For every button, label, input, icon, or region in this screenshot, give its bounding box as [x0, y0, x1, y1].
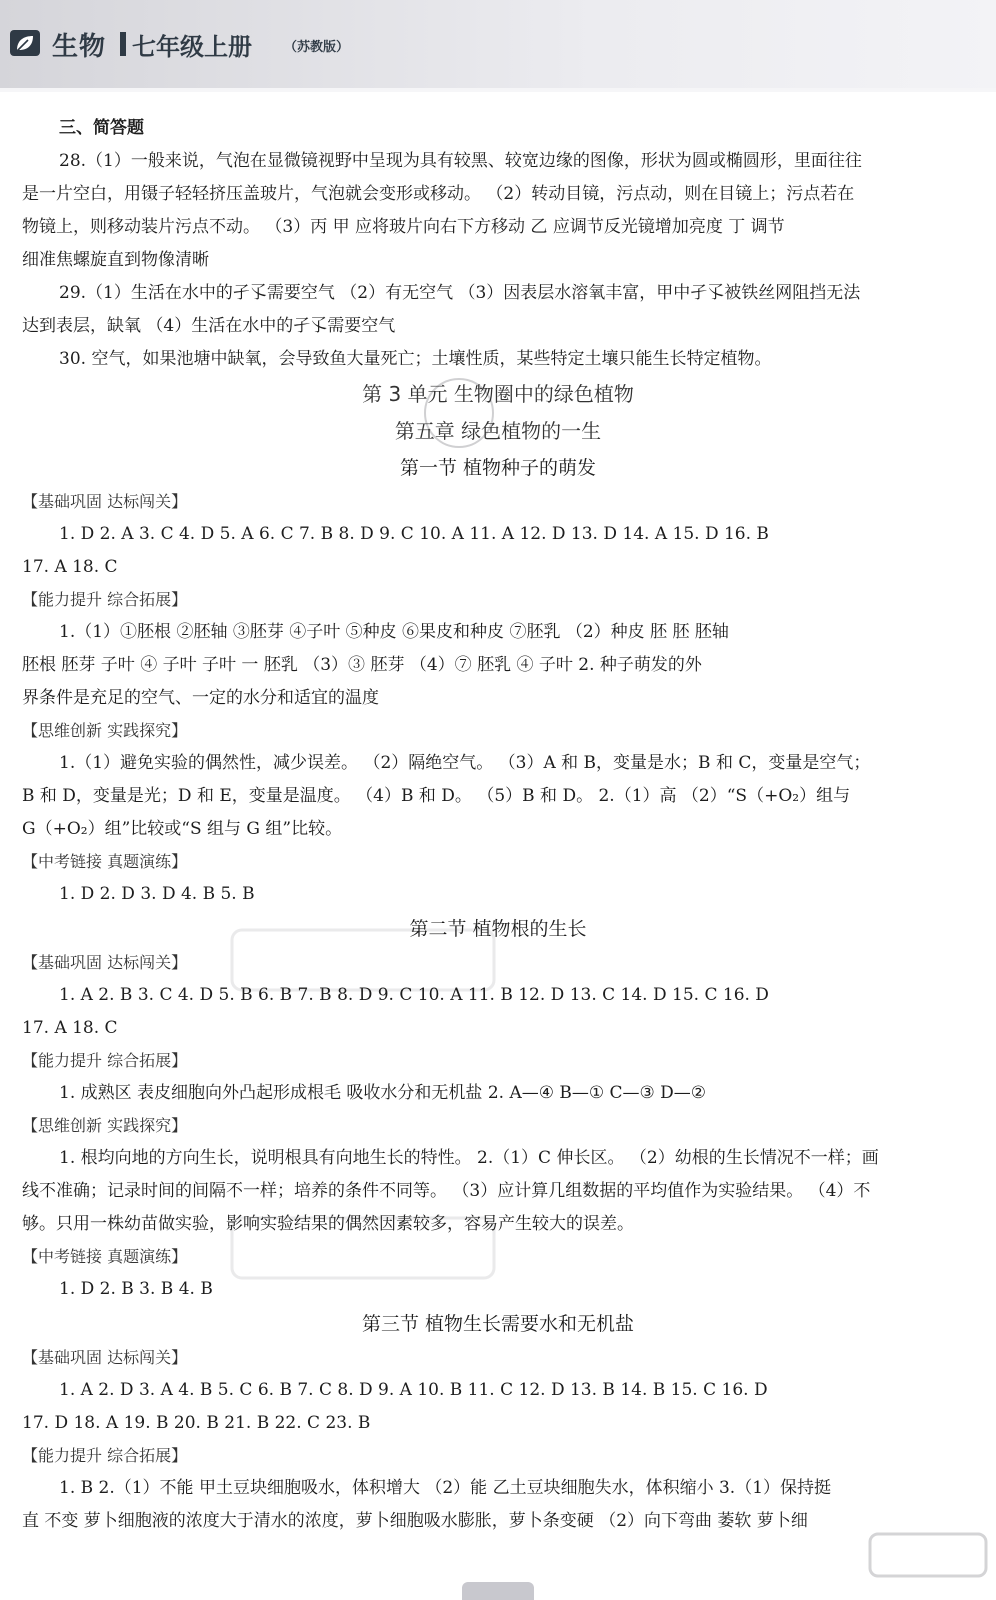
corner-watermark-logo: [868, 1530, 988, 1590]
exercise-label: 【基础巩固 达标闯关】: [22, 953, 188, 972]
exercise-label: 【能力提升 综合拓展】: [22, 1051, 188, 1070]
paragraph: 30. 空气，如果池塘中缺氧，会导致鱼大量死亡；土壤性质，某些特定土壤只能生长特定植物。: [59, 349, 772, 369]
paragraph: 1.（1）避免实验的偶然性，减少误差。 （2）隔绝空气。 （3）A 和 B，变量是水；B 和 C，变量是空气；: [59, 753, 871, 773]
paragraph: 1. D 2. D 3. D 4. B 5. B: [59, 884, 255, 904]
paragraph-continuation: 够。只用一株幼苗做实验，影响实验结果的偶然因素较多，容易产生较大的误差。: [22, 1214, 634, 1234]
paragraph-continuation: 界条件是充足的空气、一定的水分和适宜的温度: [22, 688, 379, 708]
exercise-label: 【能力提升 综合拓展】: [22, 590, 188, 609]
paragraph: 1. B 2.（1）不能 甲土豆块细胞吸水，体积增大 （2）能 乙土豆块细胞失水，体积缩小 3.（1）保持挺: [59, 1478, 832, 1498]
answer-row: 1. A 2. D 3. A 4. B 5. C 6. B 7. C 8. D 9. A 10. B 11. C 12. D 13. B 14. B 15. C 16. D: [59, 1380, 768, 1400]
leaf-logo-icon: [10, 30, 40, 56]
page-number-tab: [462, 1582, 534, 1600]
paragraph-continuation: 17. D 18. A 19. B 20. B 21. B 22. C 23. B: [22, 1413, 371, 1433]
grade-title: 七年级上册: [132, 32, 252, 61]
answer-content: [22, 112, 974, 1538]
paragraph-continuation: 达到表层，缺氧 （4）生活在水中的孑孓需要空气: [22, 316, 396, 336]
subject-title: 生物: [52, 32, 107, 62]
paragraph: 1. 成熟区 表皮细胞向外凸起形成根毛 吸收水分和无机盐 2. A—④ B—① C—③ D—②: [59, 1083, 707, 1103]
header-separator: [120, 32, 126, 56]
paragraph-continuation: 细准焦螺旋直到物像清晰: [22, 250, 209, 270]
paragraph-continuation: 物镜上，则移动装片污点不动。 （3）丙 甲 应将玻片向右下方移动 乙 应调节反光镜增加亮度 丁 调节: [22, 217, 785, 237]
exercise-label: 【基础巩固 达标闯关】: [22, 492, 188, 511]
paragraph-continuation: 17. A 18. C: [22, 557, 118, 577]
section-title: 第一节 植物种子的萌发: [399, 457, 597, 479]
section-title: 第三节 植物生长需要水和无机盐: [361, 1313, 635, 1335]
exercise-label: 【能力提升 综合拓展】: [22, 1446, 188, 1465]
paragraph-continuation: 17. A 18. C: [22, 1018, 118, 1038]
exercise-label: 【中考链接 真题演练】: [22, 852, 188, 871]
paragraph-continuation: 直 不变 萝卜细胞液的浓度大于清水的浓度，萝卜细胞吸水膨胀，萝卜条变硬 （2）向下弯曲 萎软 萝卜细: [22, 1511, 808, 1531]
edition-label: （苏教版）: [284, 40, 350, 55]
answer-row: 1. D 2. A 3. C 4. D 5. A 6. C 7. B 8. D 9. C 10. A 11. A 12. D 13. D 14. A 15. D 16. B: [59, 524, 769, 544]
paragraph-continuation: 是一片空白，用镊子轻轻挤压盖玻片，气泡就会变形或移动。 （2）转动目镜，污点动，则在目镜上；污点若在: [22, 184, 855, 204]
section-heading: 三、简答题: [59, 118, 144, 138]
chapter-title: 第 3 单元 生物圈中的绿色植物: [362, 382, 634, 406]
exercise-label: 【思维创新 实践探究】: [22, 1116, 188, 1135]
paragraph: 28.（1）一般来说，气泡在显微镜视野中呈现为具有较黑、较宽边缘的图像，形状为圆或椭圆形，里面往往: [59, 151, 862, 171]
exercise-label: 【中考链接 真题演练】: [22, 1247, 188, 1266]
paragraph: 1.（1）①胚根 ②胚轴 ③胚芽 ④子叶 ⑤种皮 ⑥果皮和种皮 ⑦胚乳 （2）种皮 胚 胚 胚轴: [59, 622, 729, 642]
paragraph: 29.（1）生活在水中的孑孓需要空气 （2）有无空气 （3）因表层水溶氧丰富，甲中孑孓被铁丝网阻挡无法: [59, 283, 861, 303]
page-header: [0, 0, 996, 92]
section-title: 第二节 植物根的生长: [409, 918, 587, 940]
paragraph: 1. 根均向地的方向生长，说明根具有向地生长的特性。 2.（1）C 伸长区。 （2）幼根的生长情况不一样；画: [59, 1148, 879, 1168]
exercise-label: 【思维创新 实践探究】: [22, 721, 188, 740]
paragraph-continuation: B 和 D，变量是光；D 和 E，变量是温度。 （4）B 和 D。 （5）B 和 D。 2.（1）高 （2）“S（+O₂）组与: [22, 786, 851, 806]
exercise-label: 【基础巩固 达标闯关】: [22, 1348, 188, 1367]
paragraph-continuation: 胚根 胚芽 子叶 ④ 子叶 子叶 一 胚乳 （3）③ 胚芽 （4）⑦ 胚乳 ④ 子叶 2. 种子萌发的外: [22, 655, 702, 675]
paragraph-continuation: G（+O₂）组”比较或“S 组与 G 组”比较。: [22, 819, 343, 839]
paragraph-continuation: 线不准确；记录时间的间隔不一样；培养的条件不同等。 （3）应计算几组数据的平均值作为实验结果。 （4）不: [22, 1181, 871, 1201]
paragraph: 1. D 2. B 3. B 4. B: [59, 1279, 213, 1299]
answer-row: 1. A 2. B 3. C 4. D 5. B 6. B 7. B 8. D 9. C 10. A 11. B 12. D 13. C 14. D 15. C 16. D: [59, 985, 769, 1005]
chapter-title: 第五章 绿色植物的一生: [394, 419, 602, 443]
